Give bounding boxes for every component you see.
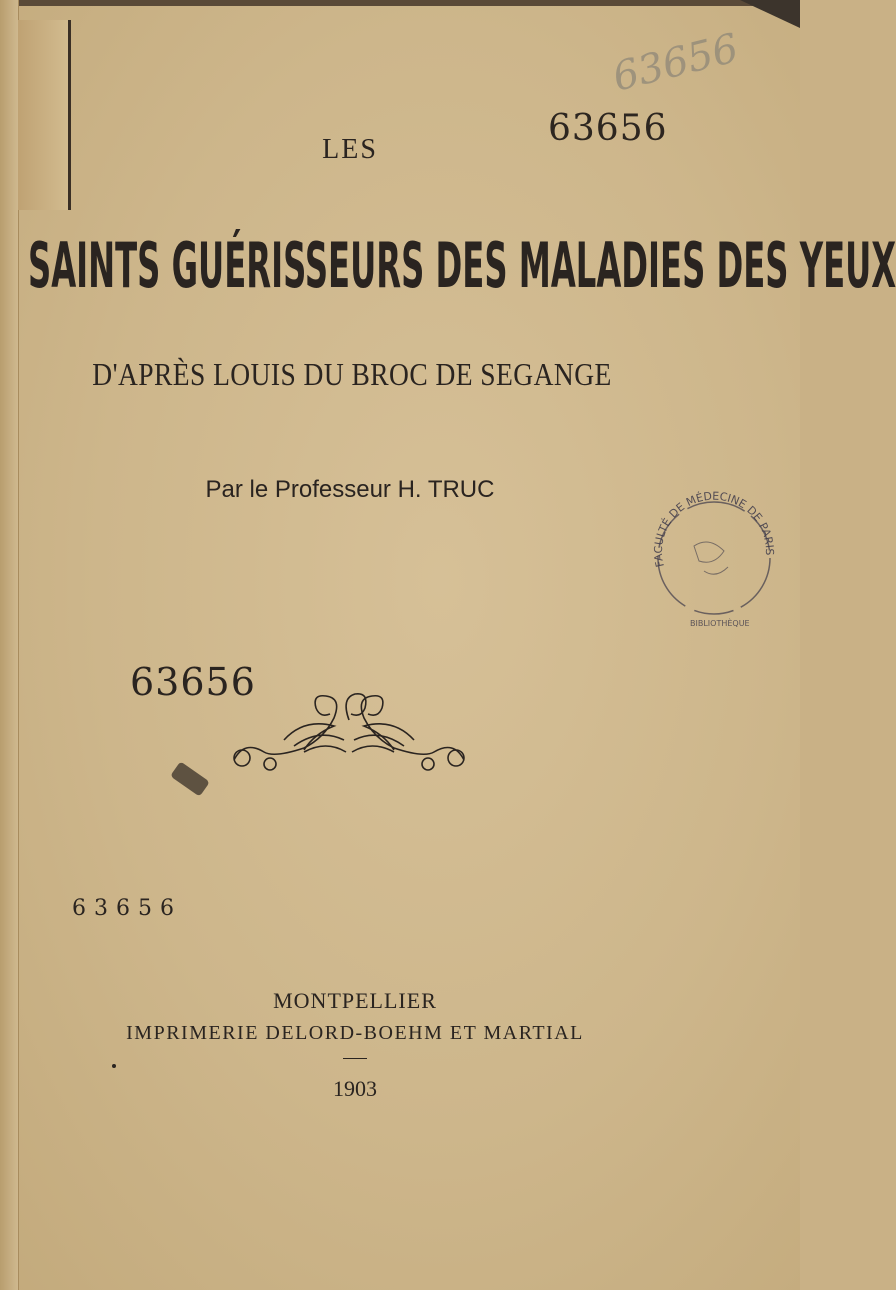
- catalog-number-lower: 63656: [72, 896, 182, 921]
- title-article: LES: [322, 134, 378, 165]
- imprint-printer: IMPRIMERIE DELORD-BOEHM ET MARTIAL: [126, 1022, 584, 1044]
- ink-smudge: [170, 761, 210, 796]
- top-edge-shadow: [0, 0, 800, 6]
- catalog-number-middle: 63656: [130, 660, 256, 704]
- folded-corner: [740, 0, 800, 28]
- stamp-text-top: FACULTÉ DE MÉDECINE DE PARIS: [651, 489, 777, 569]
- library-stamp: [644, 476, 778, 636]
- svg-text:FACULTÉ DE MÉDECINE DE PARIS: [652, 490, 776, 569]
- main-title: SAINTS GUÉRISSEURS DES MALADIES DES YEUX: [28, 229, 896, 302]
- author-line: Par le Professeur H. TRUC: [205, 476, 495, 503]
- imprint-city: MONTPELLIER: [273, 988, 437, 1013]
- decorative-fleuron: [224, 690, 474, 780]
- catalog-number-top: 63656: [548, 108, 668, 149]
- ink-speck: [112, 1064, 116, 1068]
- torn-paper-strip: [18, 20, 71, 210]
- subtitle: D'APRÈS LOUIS DU BROC DE SEGANGE: [92, 356, 612, 392]
- pencil-annotation: 63656: [608, 25, 743, 101]
- imprint-rule: [343, 1058, 367, 1059]
- imprint-year: 1903: [333, 1076, 377, 1101]
- stamp-text-bottom: BIBLIOTHÈQUE: [690, 619, 750, 628]
